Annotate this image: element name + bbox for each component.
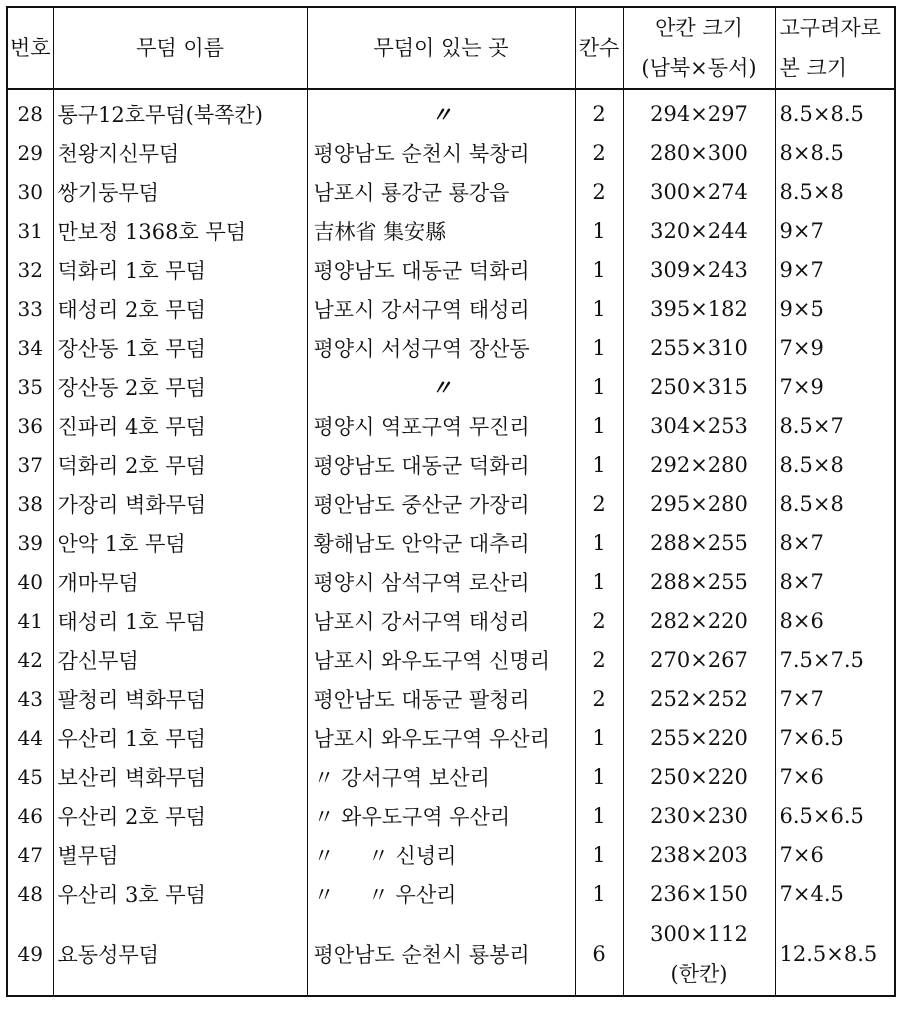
table-row xyxy=(7,89,895,133)
table-body xyxy=(7,89,895,996)
tomb-name: 덕화리 1호 무덤 xyxy=(53,250,307,289)
row-number: 37 xyxy=(7,445,53,484)
table-row xyxy=(7,718,895,757)
row-number: 38 xyxy=(7,484,53,523)
goguryeo-size: 7×4.5 xyxy=(775,874,895,913)
tomb-location: 〃 〃 신녕리 xyxy=(307,835,575,874)
tomb-location: 남포시 룡강군 룡강읍 xyxy=(307,172,575,211)
table-header xyxy=(7,7,895,89)
tomb-name: 보산리 벽화무덤 xyxy=(53,757,307,796)
inner-size: 250×220 xyxy=(623,757,775,796)
table-row xyxy=(7,133,895,172)
tomb-location: 〃 〃 우산리 xyxy=(307,874,575,913)
inner-size: 395×182 xyxy=(623,289,775,328)
row-number: 29 xyxy=(7,133,53,172)
row-number: 28 xyxy=(7,89,53,133)
chamber-count: 1 xyxy=(575,445,623,484)
goguryeo-size: 8×8.5 xyxy=(775,133,895,172)
chamber-count: 2 xyxy=(575,679,623,718)
inner-size: 230×230 xyxy=(623,796,775,835)
inner-size: 304×253 xyxy=(623,406,775,445)
inner-size: 238×203 xyxy=(623,835,775,874)
chamber-count: 1 xyxy=(575,718,623,757)
table-row xyxy=(7,367,895,406)
tomb-name: 장산동 1호 무덤 xyxy=(53,328,307,367)
tomb-name: 통구12호무덤(북쪽칸) xyxy=(53,89,307,133)
goguryeo-size: 8×6 xyxy=(775,601,895,640)
inner-size-note: (한칸) xyxy=(670,962,728,986)
tomb-location: 〃 xyxy=(307,367,575,406)
table-row xyxy=(7,874,895,913)
tomb-location: 〃 강서구역 보산리 xyxy=(307,757,575,796)
header-goguryeo-size xyxy=(775,7,895,89)
tomb-name: 안악 1호 무덤 xyxy=(53,523,307,562)
tomb-name: 요동성무덤 xyxy=(53,913,307,996)
chamber-count: 1 xyxy=(575,796,623,835)
table-row xyxy=(7,562,895,601)
table-row xyxy=(7,289,895,328)
row-number: 41 xyxy=(7,601,53,640)
chamber-count: 1 xyxy=(575,250,623,289)
chamber-count: 1 xyxy=(575,757,623,796)
chamber-count: 1 xyxy=(575,835,623,874)
row-number: 33 xyxy=(7,289,53,328)
goguryeo-size: 7×9 xyxy=(775,328,895,367)
goguryeo-size: 8.5×8 xyxy=(775,172,895,211)
table-row xyxy=(7,757,895,796)
tomb-location: 남포시 강서구역 태성리 xyxy=(307,289,575,328)
row-number: 47 xyxy=(7,835,53,874)
table-row xyxy=(7,328,895,367)
tomb-name: 감신무덤 xyxy=(53,640,307,679)
inner-size: 309×243 xyxy=(623,250,775,289)
tomb-location: 평양시 삼석구역 로산리 xyxy=(307,562,575,601)
inner-size: 320×244 xyxy=(623,211,775,250)
header-chambers: 칸수 xyxy=(575,7,623,89)
inner-size: 280×300 xyxy=(623,133,775,172)
inner-size: 292×280 xyxy=(623,445,775,484)
row-number: 34 xyxy=(7,328,53,367)
goguryeo-size: 8.5×8 xyxy=(775,445,895,484)
chamber-count: 1 xyxy=(575,328,623,367)
tomb-name: 우산리 2호 무덤 xyxy=(53,796,307,835)
goguryeo-size: 7×6 xyxy=(775,835,895,874)
tomb-location: 평양남도 대동군 덕화리 xyxy=(307,445,575,484)
row-number: 43 xyxy=(7,679,53,718)
inner-size: 288×255 xyxy=(623,523,775,562)
row-number: 36 xyxy=(7,406,53,445)
tomb-name: 장산동 2호 무덤 xyxy=(53,367,307,406)
tomb-location: 황해남도 안악군 대추리 xyxy=(307,523,575,562)
table-row xyxy=(7,445,895,484)
goguryeo-size: 6.5×6.5 xyxy=(775,796,895,835)
inner-size: 282×220 xyxy=(623,601,775,640)
chamber-count: 1 xyxy=(575,367,623,406)
goguryeo-size: 8.5×8 xyxy=(775,484,895,523)
tomb-name: 태성리 2호 무덤 xyxy=(53,289,307,328)
table-row xyxy=(7,484,895,523)
row-number: 48 xyxy=(7,874,53,913)
goguryeo-size: 7.5×7.5 xyxy=(775,640,895,679)
inner-size xyxy=(623,913,775,996)
row-number: 45 xyxy=(7,757,53,796)
header-row xyxy=(7,7,895,89)
tomb-location: 남포시 와우도구역 신명리 xyxy=(307,640,575,679)
row-number: 30 xyxy=(7,172,53,211)
row-number: 32 xyxy=(7,250,53,289)
table-row xyxy=(7,172,895,211)
row-number: 42 xyxy=(7,640,53,679)
chamber-count: 2 xyxy=(575,89,623,133)
tomb-name: 덕화리 2호 무덤 xyxy=(53,445,307,484)
inner-size: 236×150 xyxy=(623,874,775,913)
chamber-count: 2 xyxy=(575,133,623,172)
header-inner-size xyxy=(623,7,775,89)
tomb-location: 평양시 서성구역 장산동 xyxy=(307,328,575,367)
chamber-count: 1 xyxy=(575,523,623,562)
chamber-count: 6 xyxy=(575,913,623,996)
goguryeo-size: 8×7 xyxy=(775,562,895,601)
table-row xyxy=(7,835,895,874)
inner-size: 294×297 xyxy=(623,89,775,133)
goguryeo-size: 8.5×7 xyxy=(775,406,895,445)
header-location: 무덤이 있는 곳 xyxy=(307,7,575,89)
goguryeo-size: 7×6.5 xyxy=(775,718,895,757)
inner-size: 270×267 xyxy=(623,640,775,679)
tomb-location: 〃 xyxy=(307,89,575,133)
tomb-name: 개마무덤 xyxy=(53,562,307,601)
row-number: 40 xyxy=(7,562,53,601)
table-row xyxy=(7,250,895,289)
chamber-count: 2 xyxy=(575,601,623,640)
table-row xyxy=(7,601,895,640)
row-number: 49 xyxy=(7,913,53,996)
row-number: 31 xyxy=(7,211,53,250)
tomb-location: 남포시 강서구역 태성리 xyxy=(307,601,575,640)
inner-size: 295×280 xyxy=(623,484,775,523)
tomb-table xyxy=(6,6,896,997)
row-number: 39 xyxy=(7,523,53,562)
row-number: 44 xyxy=(7,718,53,757)
chamber-count: 1 xyxy=(575,211,623,250)
goguryeo-size: 7×9 xyxy=(775,367,895,406)
chamber-count: 1 xyxy=(575,289,623,328)
page xyxy=(6,6,894,997)
tomb-location: 평안남도 순천시 룡봉리 xyxy=(307,913,575,996)
tomb-location: 평양남도 대동군 덕화리 xyxy=(307,250,575,289)
tomb-location: 평안남도 대동군 팔청리 xyxy=(307,679,575,718)
chamber-count: 2 xyxy=(575,640,623,679)
inner-size: 252×252 xyxy=(623,679,775,718)
tomb-location: 吉林省 集安縣 xyxy=(307,211,575,250)
tomb-name: 태성리 1호 무덤 xyxy=(53,601,307,640)
table-row xyxy=(7,913,895,996)
tomb-name: 우산리 1호 무덤 xyxy=(53,718,307,757)
tomb-location: 〃 와우도구역 우산리 xyxy=(307,796,575,835)
tomb-name: 별무덤 xyxy=(53,835,307,874)
header-inner-size-line2: (남북×동서) xyxy=(641,56,757,80)
chamber-count: 1 xyxy=(575,406,623,445)
row-number: 46 xyxy=(7,796,53,835)
inner-size: 288×255 xyxy=(623,562,775,601)
goguryeo-size: 7×6 xyxy=(775,757,895,796)
tomb-location: 평양남도 순천시 북창리 xyxy=(307,133,575,172)
inner-size: 300×274 xyxy=(623,172,775,211)
header-inner-size-line1: 안칸 크기 xyxy=(655,16,743,40)
table-row xyxy=(7,211,895,250)
tomb-name: 팔청리 벽화무덤 xyxy=(53,679,307,718)
inner-size: 255×310 xyxy=(623,328,775,367)
tomb-name: 진파리 4호 무덤 xyxy=(53,406,307,445)
header-goguryeo-size-line1: 고구려자로 xyxy=(779,16,881,40)
goguryeo-size: 9×7 xyxy=(775,211,895,250)
header-name: 무덤 이름 xyxy=(53,7,307,89)
row-number: 35 xyxy=(7,367,53,406)
tomb-location: 평안남도 중산군 가장리 xyxy=(307,484,575,523)
header-number: 번호 xyxy=(7,7,53,89)
header-goguryeo-size-line2: 본 크기 xyxy=(779,56,848,80)
goguryeo-size: 7×7 xyxy=(775,679,895,718)
tomb-name: 가장리 벽화무덤 xyxy=(53,484,307,523)
tomb-name: 우산리 3호 무덤 xyxy=(53,874,307,913)
inner-size: 255×220 xyxy=(623,718,775,757)
tomb-location: 남포시 와우도구역 우산리 xyxy=(307,718,575,757)
chamber-count: 2 xyxy=(575,484,623,523)
tomb-name: 천왕지신무덤 xyxy=(53,133,307,172)
table-row xyxy=(7,406,895,445)
goguryeo-size: 9×5 xyxy=(775,289,895,328)
table-row xyxy=(7,640,895,679)
tomb-name: 쌍기둥무덤 xyxy=(53,172,307,211)
goguryeo-size: 9×7 xyxy=(775,250,895,289)
chamber-count: 1 xyxy=(575,562,623,601)
table-row xyxy=(7,796,895,835)
inner-size: 250×315 xyxy=(623,367,775,406)
tomb-location: 평양시 역포구역 무진리 xyxy=(307,406,575,445)
chamber-count: 2 xyxy=(575,172,623,211)
tomb-name: 만보정 1368호 무덤 xyxy=(53,211,307,250)
chamber-count: 1 xyxy=(575,874,623,913)
goguryeo-size: 8×7 xyxy=(775,523,895,562)
table-row xyxy=(7,523,895,562)
inner-size-value: 300×112 xyxy=(650,922,748,946)
goguryeo-size: 12.5×8.5 xyxy=(775,913,895,996)
table-row xyxy=(7,679,895,718)
goguryeo-size: 8.5×8.5 xyxy=(775,89,895,133)
